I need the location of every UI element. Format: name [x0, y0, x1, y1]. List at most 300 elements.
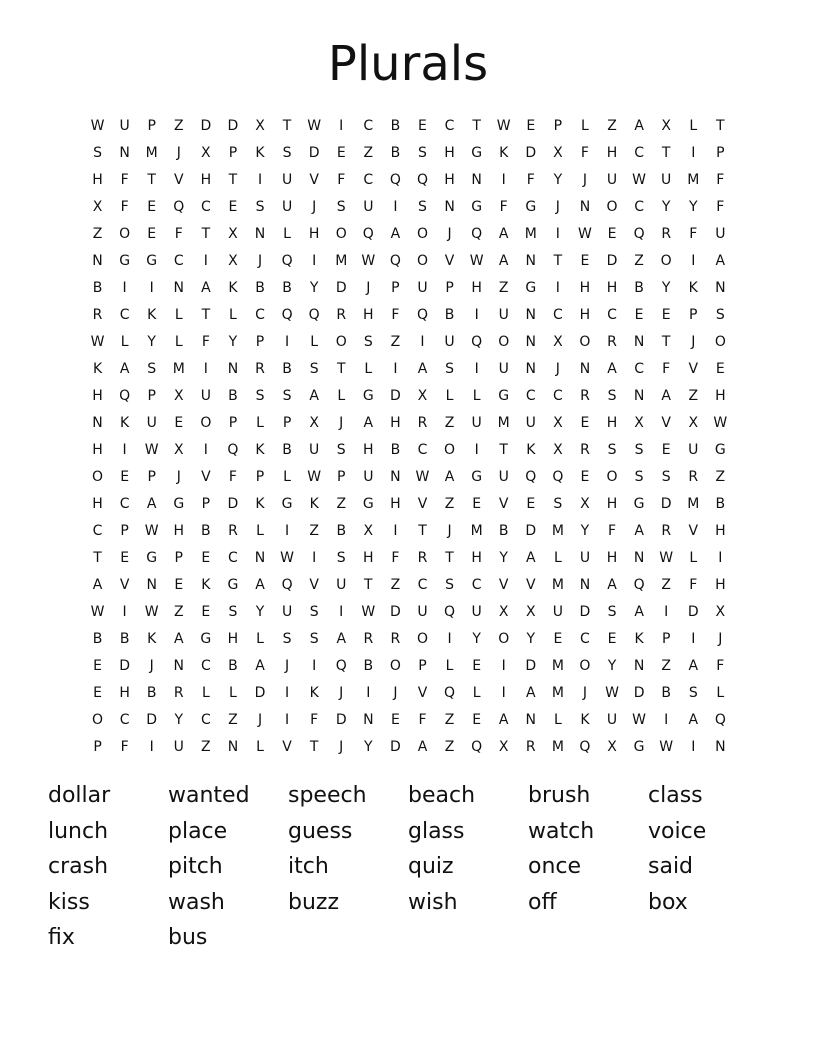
grid-letter: Z	[498, 280, 509, 296]
grid-letter: M	[551, 739, 564, 755]
grid-letter: O	[92, 712, 104, 728]
grid-letter: G	[362, 496, 374, 512]
grid-letter: H	[173, 523, 185, 539]
grid-letter: A	[498, 226, 509, 242]
word-list-item: once	[528, 854, 582, 880]
grid-letter: R	[688, 469, 699, 485]
grid-letter: N	[173, 280, 185, 296]
grid-letter: X	[498, 739, 509, 755]
grid-letter: N	[119, 145, 130, 161]
grid-letter: G	[200, 631, 212, 647]
grid-letter: P	[120, 523, 129, 539]
grid-letter: O	[606, 199, 618, 215]
grid-letter: D	[525, 523, 537, 539]
grid-row	[84, 599, 734, 626]
grid-letter: N	[633, 658, 645, 674]
grid-letter: T	[445, 550, 454, 566]
word-list-item: brush	[528, 783, 591, 808]
grid-row	[84, 221, 734, 248]
grid-letter: C	[634, 199, 644, 215]
grid-letter: B	[282, 361, 292, 377]
grid-letter: Q	[308, 307, 320, 323]
grid-letter: O	[498, 631, 510, 647]
grid-letter: Z	[607, 118, 617, 134]
grid-letter: A	[526, 550, 536, 566]
grid-letter: Z	[444, 712, 455, 728]
grid-letter: R	[390, 631, 401, 647]
grid-letter: L	[229, 307, 237, 323]
grid-letter: I	[366, 685, 371, 701]
grid-letter: P	[337, 469, 346, 485]
grid-letter: X	[417, 388, 428, 404]
grid-letter: P	[174, 550, 183, 566]
grid-letter: B	[336, 523, 347, 539]
grid-row	[84, 626, 734, 653]
grid-letter: U	[281, 604, 293, 620]
grid-letter: V	[444, 253, 455, 269]
grid-letter: N	[525, 712, 537, 728]
grid-letter: W	[361, 253, 376, 269]
grid-letter: X	[173, 442, 184, 458]
grid-letter: S	[255, 388, 265, 404]
grid-letter: G	[119, 253, 131, 269]
grid-letter: J	[285, 658, 290, 674]
grid-letter: E	[174, 415, 184, 431]
grid-letter: C	[228, 550, 238, 566]
grid-letter: A	[715, 253, 726, 269]
grid-letter: O	[714, 334, 726, 350]
grid-letter: L	[256, 415, 264, 431]
grid-letter: Z	[228, 712, 238, 728]
grid-letter: D	[579, 604, 591, 620]
grid-letter: H	[308, 226, 320, 242]
word-list-item: pitch	[168, 854, 223, 880]
grid-letter: E	[472, 658, 482, 674]
grid-letter: I	[312, 550, 317, 566]
grid-letter: G	[525, 199, 537, 215]
grid-letter: S	[634, 469, 644, 485]
grid-letter: S	[445, 577, 454, 593]
grid-letter: Z	[309, 523, 319, 539]
grid-letter: N	[579, 361, 591, 377]
grid-letter: I	[149, 280, 154, 296]
grid-letter: X	[553, 145, 563, 161]
grid-letter: O	[579, 334, 591, 350]
grid-letter: Y	[174, 712, 184, 728]
grid-letter: I	[312, 658, 317, 674]
grid-letter: Y	[309, 280, 319, 296]
grid-letter: U	[579, 550, 591, 566]
grid-letter: W	[496, 118, 511, 134]
grid-letter: X	[309, 415, 319, 431]
grid-letter: W	[632, 712, 647, 728]
grid-letter: W	[361, 604, 376, 620]
grid-letter: H	[715, 577, 726, 593]
grid-letter: F	[716, 199, 725, 215]
grid-letter: F	[337, 172, 346, 188]
grid-letter: V	[173, 172, 184, 188]
grid-letter: X	[580, 496, 590, 512]
grid-letter: T	[336, 361, 346, 377]
grid-letter: I	[203, 442, 208, 458]
grid-letter: B	[715, 496, 726, 512]
grid-letter: C	[417, 577, 428, 593]
grid-letter: I	[420, 334, 425, 350]
grid-letter: H	[579, 307, 591, 323]
grid-letter: A	[173, 631, 184, 647]
grid-letter: I	[664, 604, 669, 620]
grid-letter: K	[255, 145, 265, 161]
word-list-item: voice	[648, 818, 707, 844]
grid-letter: Y	[228, 334, 238, 350]
grid-letter: I	[474, 361, 479, 377]
grid-letter: S	[634, 442, 644, 458]
grid-letter: W	[605, 685, 619, 701]
grid-letter: V	[201, 469, 211, 485]
grid-letter: B	[444, 307, 455, 323]
grid-letter: S	[607, 604, 617, 620]
grid-letter: H	[471, 550, 482, 566]
grid-letter: V	[498, 496, 509, 512]
grid-letter: E	[93, 685, 102, 701]
grid-letter: N	[579, 577, 591, 593]
grid-letter: H	[92, 172, 103, 188]
grid-letter: T	[282, 118, 292, 134]
grid-letter: X	[553, 334, 563, 350]
grid-letter: Q	[362, 226, 374, 242]
grid-letter: C	[552, 388, 563, 404]
grid-letter: L	[689, 118, 698, 134]
grid-letter: H	[606, 415, 618, 431]
grid-letter: G	[146, 253, 158, 269]
grid-letter: M	[551, 658, 564, 674]
grid-letter: O	[606, 469, 618, 485]
grid-letter: O	[119, 226, 131, 242]
grid-letter: Q	[633, 226, 645, 242]
grid-letter: X	[688, 415, 699, 431]
grid-row	[84, 518, 734, 545]
grid-letter: Q	[281, 577, 293, 593]
grid-letter: X	[228, 253, 238, 269]
grid-letter: I	[122, 442, 127, 458]
grid-letter: I	[447, 631, 452, 647]
grid-letter: O	[444, 442, 456, 458]
grid-letter: P	[282, 415, 292, 431]
grid-letter: Q	[444, 604, 456, 620]
grid-letter: D	[254, 685, 266, 701]
grid-letter: X	[363, 523, 374, 539]
grid-letter: B	[92, 280, 103, 296]
grid-letter: V	[498, 577, 509, 593]
grid-letter: H	[363, 307, 374, 323]
grid-letter: A	[634, 523, 644, 539]
grid-letter: N	[444, 199, 455, 215]
grid-letter: R	[661, 226, 672, 242]
grid-letter: Q	[335, 658, 347, 674]
grid-letter: H	[200, 172, 212, 188]
grid-letter: F	[526, 172, 535, 188]
grid-letter: G	[633, 739, 645, 755]
grid-letter: G	[633, 496, 645, 512]
grid-letter: A	[336, 631, 347, 647]
grid-letter: Q	[471, 226, 483, 242]
grid-letter: N	[146, 577, 157, 593]
grid-letter: H	[390, 415, 401, 431]
grid-letter: A	[119, 361, 130, 377]
grid-letter: B	[390, 118, 401, 134]
grid-letter: T	[364, 577, 373, 593]
grid-letter: E	[715, 361, 725, 377]
grid-letter: S	[93, 145, 102, 161]
word-list-item: quiz	[408, 854, 454, 880]
grid-letter: I	[393, 199, 398, 215]
grid-letter: N	[92, 253, 103, 269]
grid-letter: Y	[472, 631, 481, 647]
grid-letter: G	[471, 469, 483, 485]
grid-letter: Y	[255, 604, 265, 620]
grid-letter: P	[228, 415, 238, 431]
grid-letter: I	[501, 658, 506, 674]
grid-letter: Q	[119, 388, 131, 404]
grid-row	[84, 572, 734, 599]
grid-letter: Q	[471, 334, 483, 350]
grid-letter: A	[201, 280, 211, 296]
word-list-item: buzz	[288, 889, 340, 915]
grid-letter: F	[391, 550, 400, 566]
grid-letter: L	[256, 631, 264, 647]
grid-letter: V	[661, 415, 671, 431]
grid-letter: E	[580, 469, 590, 485]
grid-letter: N	[525, 334, 537, 350]
grid-letter: I	[203, 253, 208, 269]
grid-letter: I	[285, 523, 290, 539]
grid-letter: N	[227, 361, 239, 377]
grid-letter: I	[474, 307, 479, 323]
grid-letter: P	[147, 469, 156, 485]
grid-letter: E	[147, 226, 157, 242]
grid-letter: L	[364, 361, 373, 377]
grid-letter: H	[715, 523, 726, 539]
word-list-item: wanted	[168, 783, 250, 808]
grid-letter: D	[119, 658, 130, 674]
word-list-item: wash	[168, 889, 225, 915]
grid-letter: O	[416, 631, 428, 647]
grid-letter: M	[687, 496, 700, 512]
grid-letter: F	[174, 226, 183, 242]
grid-letter: B	[146, 685, 157, 701]
grid-letter: Z	[363, 145, 374, 161]
grid-letter: T	[201, 307, 211, 323]
grid-letter: B	[282, 442, 292, 458]
grid-letter: Q	[389, 253, 401, 269]
grid-letter: M	[470, 523, 483, 539]
grid-letter: O	[200, 415, 212, 431]
grid-letter: J	[393, 685, 398, 701]
grid-letter: U	[715, 226, 726, 242]
grid-letter: L	[283, 226, 291, 242]
grid-letter: I	[285, 334, 290, 350]
grid-letter: Z	[390, 577, 401, 593]
grid-letter: M	[172, 361, 185, 377]
grid-letter: Q	[525, 469, 537, 485]
grid-letter: D	[335, 280, 347, 296]
grid-letter: R	[92, 307, 103, 323]
grid-letter: V	[688, 361, 699, 377]
grid-letter: Z	[444, 739, 455, 755]
grid-letter: A	[444, 469, 455, 485]
grid-letter: M	[335, 253, 348, 269]
grid-letter: G	[471, 145, 483, 161]
grid-letter: O	[416, 253, 428, 269]
grid-letter: R	[417, 550, 428, 566]
grid-letter: D	[227, 496, 239, 512]
grid-row	[84, 275, 734, 302]
grid-letter: B	[498, 523, 509, 539]
grid-letter: X	[498, 604, 509, 620]
grid-letter: R	[607, 334, 617, 350]
grid-letter: N	[579, 199, 591, 215]
grid-letter: J	[691, 334, 696, 350]
grid-letter: V	[526, 577, 536, 593]
grid-letter: R	[661, 523, 672, 539]
grid-letter: M	[687, 172, 700, 188]
grid-letter: N	[92, 415, 103, 431]
grid-letter: Q	[714, 712, 726, 728]
grid-letter: T	[201, 226, 211, 242]
grid-letter: Y	[580, 523, 590, 539]
grid-letter: J	[366, 280, 371, 296]
grid-letter: A	[688, 712, 699, 728]
grid-letter: S	[418, 199, 427, 215]
grid-letter: F	[607, 523, 617, 539]
grid-letter: K	[201, 577, 211, 593]
word-list-item: wish	[408, 889, 458, 915]
grid-letter: A	[92, 577, 103, 593]
grid-letter: N	[471, 172, 482, 188]
grid-row	[84, 383, 734, 410]
grid-letter: X	[228, 226, 238, 242]
grid-letter: Q	[389, 172, 401, 188]
grid-letter: C	[173, 253, 184, 269]
grid-letter: S	[309, 604, 319, 620]
grid-letter: Y	[661, 280, 671, 296]
grid-letter: X	[92, 199, 103, 215]
grid-letter: A	[363, 415, 374, 431]
grid-letter: K	[92, 361, 103, 377]
grid-letter: A	[309, 388, 319, 404]
grid-letter: R	[417, 415, 428, 431]
grid-letter: A	[417, 739, 428, 755]
grid-letter: I	[393, 361, 398, 377]
grid-letter: K	[309, 496, 319, 512]
grid-letter: E	[336, 145, 346, 161]
grid-letter: I	[285, 712, 290, 728]
grid-letter: N	[254, 226, 266, 242]
grid-letter: E	[607, 631, 617, 647]
grid-letter: P	[391, 280, 400, 296]
grid-letter: H	[606, 496, 618, 512]
grid-letter: I	[691, 145, 696, 161]
grid-letter: I	[257, 172, 263, 188]
word-list-item: place	[168, 818, 228, 844]
grid-letter: B	[661, 685, 671, 701]
grid-letter: S	[553, 496, 563, 512]
grid-letter: V	[309, 172, 319, 188]
grid-letter: E	[661, 442, 671, 458]
word-list-item: crash	[48, 854, 109, 880]
grid-letter: J	[257, 712, 263, 728]
grid-letter: T	[93, 550, 102, 566]
grid-letter: X	[715, 604, 726, 620]
grid-letter: K	[255, 442, 265, 458]
grid-letter: K	[147, 631, 157, 647]
grid-letter: Y	[499, 550, 508, 566]
grid-letter: V	[309, 577, 319, 593]
grid-letter: S	[336, 550, 346, 566]
grid-letter: T	[472, 118, 481, 134]
grid-letter: G	[173, 496, 185, 512]
grid-letter: R	[363, 631, 374, 647]
grid-letter: V	[417, 685, 428, 701]
grid-letter: K	[309, 685, 319, 701]
grid-letter: V	[417, 496, 428, 512]
grid-letter: A	[255, 577, 265, 593]
grid-letter: H	[715, 388, 726, 404]
grid-letter: X	[553, 415, 563, 431]
grid-letter: J	[339, 415, 344, 431]
grid-letter: F	[201, 334, 210, 350]
grid-letter: U	[471, 415, 482, 431]
grid-letter: S	[688, 685, 698, 701]
word-list-item: dollar	[48, 783, 111, 808]
grid-letter: I	[285, 685, 290, 701]
grid-letter: C	[200, 199, 211, 215]
grid-letter: Z	[390, 334, 401, 350]
grid-letter: C	[255, 307, 265, 323]
grid-letter: W	[144, 442, 159, 458]
grid-letter: W	[659, 550, 674, 566]
grid-letter: L	[553, 550, 562, 566]
grid-letter: G	[227, 577, 239, 593]
grid-letter: S	[282, 145, 292, 161]
grid-letter: C	[444, 118, 455, 134]
grid-letter: E	[580, 253, 590, 269]
grid-letter: H	[579, 280, 591, 296]
grid-letter: J	[555, 361, 560, 377]
grid-letter: N	[525, 253, 537, 269]
grid-letter: J	[339, 685, 344, 701]
grid-letter: D	[660, 496, 672, 512]
grid-letter: E	[147, 199, 157, 215]
grid-row	[84, 653, 734, 680]
grid-letter: O	[335, 226, 347, 242]
grid-letter: Y	[688, 199, 698, 215]
grid-letter: L	[256, 739, 264, 755]
grid-letter: C	[119, 712, 130, 728]
grid-letter: J	[176, 469, 181, 485]
letter-grid	[84, 113, 734, 761]
grid-letter: E	[661, 307, 671, 323]
grid-letter: U	[173, 739, 184, 755]
grid-letter: S	[147, 361, 157, 377]
grid-letter: U	[661, 172, 672, 188]
grid-letter: Q	[227, 442, 239, 458]
grid-letter: X	[634, 415, 644, 431]
grid-letter: D	[308, 145, 320, 161]
grid-letter: H	[363, 550, 374, 566]
grid-letter: U	[336, 577, 347, 593]
grid-letter: Z	[661, 658, 671, 674]
